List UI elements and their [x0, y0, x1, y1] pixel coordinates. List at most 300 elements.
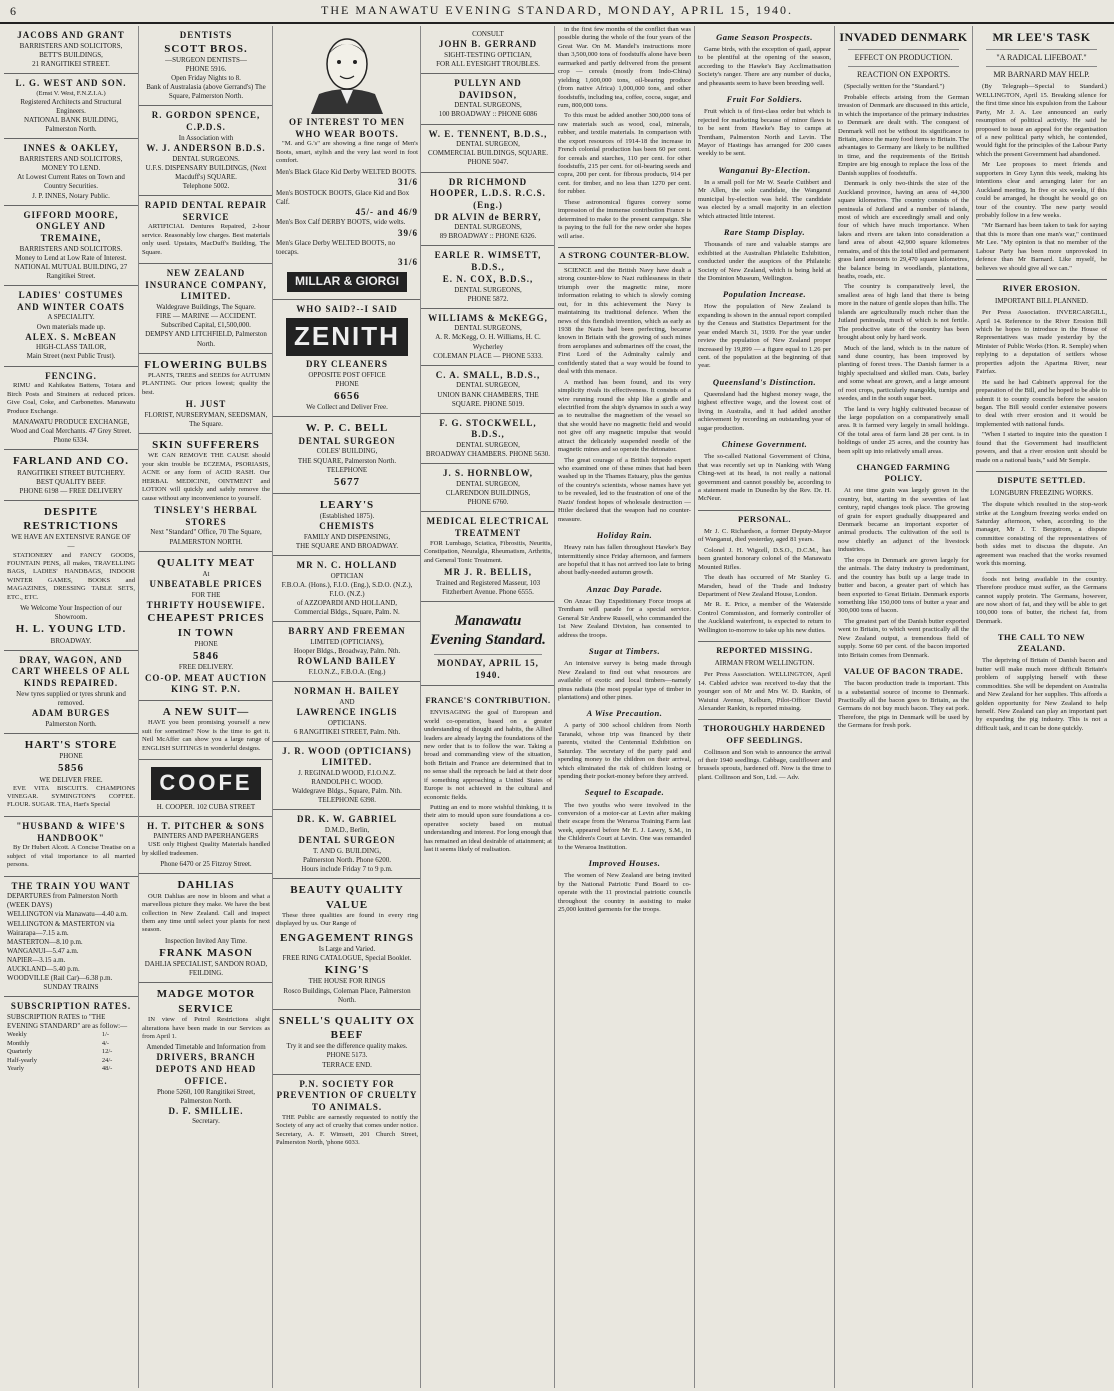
ad-line: WE DELIVER FREE. [39, 775, 103, 784]
ad-line: DENTAL SURGEONS, [454, 324, 522, 333]
ad-line: Trained and Registered Masseur, 103 Fitzherbert Avenue. Phone 6555. [435, 578, 541, 596]
man-portrait-illustration [297, 30, 397, 114]
ad-earle-wimsett [421, 246, 555, 308]
ad-ladies-costumes [4, 286, 138, 366]
ad-title: FENCING. [45, 370, 97, 381]
ad-name: W. P. C. BELL [305, 422, 389, 435]
article-paragraph: Queensland had the highest money wage, the highest effective wage, and the lowest cost of living in Australia, and it had added another achievement by recording an outstanding year of sugar production. [698, 390, 831, 432]
ad-name: C. A. SMALL, B.D.S., [435, 369, 541, 380]
article-paragraph: Collinson and Son wish to announce the arrival of their 1940 seedlings. Cabbage, cauliflower and brussels sprouts, hardened off. Now is the time to plant. Collinson and Son, Ltd. — Adv. [698, 748, 831, 781]
column-3 [272, 26, 421, 1388]
article-heading: THOROUGHLY HARDENED OFF SEEDLINGS. [698, 719, 831, 745]
coofe-logo: COOFE [151, 767, 260, 800]
divider [434, 654, 542, 655]
ad-line: UNBEATABLE PRICES [149, 579, 263, 589]
article-paragraph: Colonel J. H. Wigzell, D.S.O., D.C.M., has been granted honorary colonel of the Manawatu Mounted Rifles. [698, 546, 831, 571]
ad-jr-wood [273, 742, 421, 811]
ad-line: UNION BANK CHAMBERS, THE SQUARE. PHONE 5019. [437, 390, 539, 408]
ad-title: GIFFORD MOORE, ONGLEY AND TREMAINE, [23, 209, 119, 243]
article-paragraph: The death has occurred of Mr Stanley G. Marsden, head of the Trade and Industry Department of New Zealand House, London. [698, 574, 831, 598]
ad-line: A SPECIALITY. [47, 313, 95, 322]
ad-name: W. J. ANDERSON B.D.S. [146, 142, 266, 153]
ad-line: Waldegrave Bldgs., Square, Palm. Nth. [292, 787, 402, 796]
ad-title: SUBSCRIPTION RATES. [10, 1001, 132, 1012]
article-heading: A STRONG COUNTER-BLOW. [558, 247, 691, 264]
news-heading: Game Season Prospects. [716, 32, 813, 42]
ad-line: DAHLIA SPECIALIST, SANDON ROAD, FEILDING. [144, 960, 268, 978]
news-heading: Improved Houses. [588, 858, 661, 869]
article-paragraph: He said he had Cabinet's approval for the preparation of the Bill, and he hoped to be able to submit it to county councils before the session began. The Bill would confer extensive powers to deal with river erosion and it would be implemented with national funds. [976, 378, 1107, 428]
ad-line: Men's Box Calf DERBY BOOTS, wide welts. [276, 218, 406, 227]
ad-name: TINSLEY'S HERBAL STORES [154, 505, 258, 527]
ad-line: J. REGINALD WOOD, F.I.O.N.Z. [298, 769, 396, 778]
millar-giorgi-logo: MILLAR & GIORGI [287, 272, 407, 292]
ad-innes-oakley [4, 139, 138, 205]
divider [986, 572, 1097, 573]
article-heading: REPORTED MISSING. [698, 641, 831, 656]
rate-price: 4/- [101, 1039, 110, 1047]
ad-name: NORMAN H. BAILEY [294, 686, 400, 697]
ad-line: DENTAL SURGEON, [456, 381, 520, 390]
ad-title: WHO SAID?--I SAID [296, 303, 398, 314]
ad-harts-store [4, 734, 138, 817]
ad-line: SUNDAY TRAINS [43, 983, 99, 992]
article-paragraph: The country is comparatively level, the smallest area of high land that there is being more in the nature of gentle slopes than hills. The islands are agriculturally much richer than the Jutland peninsula, much of which is not fertile. The productive state of the country has been brought about only by hard work. [838, 283, 969, 342]
ad-line: (Ernst V. West, F.N.Z.I.A.) [36, 89, 106, 97]
divider [986, 49, 1097, 50]
article-paragraph: Much of the land, which is in the nature of sand dune country, has been improved by planting of forest trees. The Danish farmer is a highly specialised and skilled man. Oats, barley and some wheat are grown, and a large amount of root crops, particularly mangolds, turnips and swedes, and in the south sugar beet. [838, 344, 969, 403]
rate-price: 24/- [101, 1056, 113, 1064]
ad-line: DRIVERS, BRANCH DEPOTS AND HEAD OFFICE. [155, 1052, 257, 1086]
article-paragraph: Fruit which is of first-class order but which is rejected for marketing because of minor flaws is to be sent from Hawke's Bay to camps at Trentham, Palmerston North and Levin. The Mayor of Hastings has arranged for 200 cases weekly to be sent. [698, 108, 831, 158]
ad-title: MEDICAL ELECTRICAL TREATMENT [426, 516, 550, 538]
ad-name: E. N. COX, B.D.S., [442, 273, 534, 284]
train-line: AUCKLAND—5.40 p.m. [7, 965, 80, 974]
ad-line: Subscribed Capital, £1,500,000. [161, 321, 251, 330]
ad-line: Men's BOSTOCK BOOTS, Glace Kid and Box Calf. [276, 188, 410, 206]
ad-name: W. E. TENNENT, B.D.S., [428, 128, 548, 139]
ad-line: BROADWAY. [50, 636, 92, 645]
ad-train-timetable [4, 877, 138, 998]
ad-title: L. G. WEST AND SON. [15, 77, 127, 88]
ad-zenith [273, 300, 421, 418]
issue-date: MONDAY, APRIL 15, 1940. [437, 657, 539, 680]
ad-line: FREE RING CATALOGUE, Special Booklet. [282, 954, 412, 963]
ad-line: PHONE 5173. [326, 1051, 368, 1060]
article-paragraph: The crops in Denmark are grown largely for the animals. The dairy industry is predominant, and the country has built up a large trade in butter and bacon, a greater part of which has been exported to Great Britain. Denmark exports something like 150,000 tons of butter a year and 300,000 tons of bacon. [838, 556, 969, 615]
ad-name: FRANK MASON [159, 946, 253, 959]
ad-line: U.F.S. DISPENSARY BUILDINGS, (Next Macduff's) SQUARE. [145, 163, 267, 181]
article-paragraph: The so-called National Government of China, that was recently set up in Nanking with Wang Ching-wei at its head, is not really a national government and cannot possibly be, according to a statement made in Dunedin by the Rev. Dr. H. McNeur. [698, 453, 831, 503]
article-paragraph: SCIENCE and the British Navy have dealt a strong counter-blow to Nazi ruthlessness in their triumph over the magnetic mine, more information relating to which is slowly coming out, for in this achievement the Navy is maintaining its traditional defence. When the news of this fiendish invention, which as early as 1938 the Nazis had been perfecting, became known in Britain with the growing of such mines from aeroplanes and submarines off the coast, the First Lord of the Admiralty calmly and confidently stated that a way would be found to deal with this menace. [558, 266, 691, 376]
article-heading: PERSONAL. [698, 510, 831, 525]
ad-line: Is Large and Varied. [318, 945, 376, 953]
ad-title: RAPID DENTAL REPAIR SERVICE [144, 199, 268, 222]
ad-line: SUBSCRIPTION RATES to "THE EVENING STANDARD" are as follow:— [7, 1013, 128, 1031]
train-line: MASTERTON—8.10 p.m. [7, 937, 83, 946]
ad-line: Registered Architects and Structural Engineers. [20, 98, 122, 116]
phone-number: 5677 [334, 475, 360, 488]
ad-line: RANDOLPH C. WOOD. [311, 778, 383, 787]
ad-line: BARRISTERS AND SOLICITORS. [19, 244, 123, 253]
ad-body: EVE VITA BISCUITS. CHAMPIONS VINEGAR. SYMINGTON'S COFFEE. FLOUR. SUGAR. TEA, Hart's Special [7, 784, 135, 809]
rate-period: Yearly [7, 1064, 25, 1072]
price: 39/6 [397, 227, 418, 238]
ad-title: DENTISTS [179, 30, 233, 40]
ad-dray-wheels [4, 651, 138, 734]
article-paragraph: Probable effects arising from the German invasion of Denmark are discussed in this article, in which the importance of the primary industries to Denmark are dealt with. The conquest of Denmark will not be without its significance to Britain, since the many food items to Britain. The advantages to Germany are likely to be nullified in time, and the requirements of the British Empire are big enough to replace the loss of the Danish supplies of foodstuffs. [838, 93, 969, 177]
rate-period: Weekly [7, 1031, 27, 1039]
ad-madge-motor [139, 983, 273, 1130]
ad-west [4, 74, 138, 140]
ad-title: MADGE MOTOR SERVICE [156, 988, 256, 1015]
ad-body: These three qualities are found in every ring displayed by us. Our Range of [276, 911, 418, 928]
rate-price: 12/- [101, 1048, 113, 1056]
ad-snells-beef [273, 1010, 421, 1075]
article-subheading: IMPORTANT BILL PLANNED. [995, 297, 1088, 306]
article-paragraph: A party of 300 school children from North Taranaki, whose trip was financed by their parents, visited the Centennial Exhibition on Saturday. The secretary of the party paid and spending money to the children on their arrival, which eliminated the risk of children losing or spending their pocket-money before they arrived. [558, 722, 691, 781]
ad-line: PHONE 6198 — FREE DELIVERY [19, 486, 123, 495]
ad-line: A. R. McKegg, O. H. Williams, H. C. Wycherley [435, 333, 541, 351]
ad-line: Men's Glace Derby WELTED BOOTS, no toecaps. [276, 239, 396, 257]
rates-table [7, 1031, 135, 1073]
ad-line: FREE DELIVERY. [178, 663, 234, 672]
article-paragraph: To this must be added another 300,000 tons of raw materials such as wood, coal, minerals, rubber, and textile materials. In comparison with the export resources of 1914-18 the increase in French colonial production has been 60 per cent. for cereals and starches, 110 per cent. for other foodstuffs, 215 per cent. for oil-bearing seeds and copra, 200 per cent. for fibrous products, 914 per cent. for timber, and no less than 1270 per cent. for rubber. [558, 112, 691, 196]
ad-line: Palmerston North. [45, 125, 97, 134]
ad-line: TERRACE END. [322, 1060, 372, 1069]
train-line: WELLINGTON via Manawatu—4.40 a.m. [7, 910, 128, 919]
ad-line: T. AND G. BUILDING, [313, 846, 381, 855]
ad-body: THE Public are earnestly requested to notify the Society of any act of cruelty that comes under notice. Secretary, A. F. Wimsett, 201 Church Street, Palmerston North, 'phone 6033. [276, 1113, 418, 1147]
ad-line: In Association with [178, 133, 234, 142]
ad-line: Telephone 5002. [182, 181, 230, 190]
editorial-masthead [421, 602, 555, 686]
article-paragraph: The greatest part of the Danish butter exported went to Britain, to which went practically all the New Zealand output, a tremendous field of supply. Some 60 per cent. of the bacon imported into Britain comes from Denmark. [838, 617, 969, 659]
train-line: NAPIER—3.15 a.m. [7, 955, 66, 964]
train-line: WANGANUI—5.47 a.m. [7, 946, 79, 955]
article-subheading: VALUE OF BACON TRADE. [843, 666, 964, 677]
ad-flowering-bulbs [139, 354, 273, 434]
ad-title: LADIES' COSTUMES AND WINTER COATS [17, 290, 125, 312]
ad-line: (Established 1875). [319, 512, 375, 521]
article-paragraph: "Mr Barnard has been taken to task for saying that this is more than one man's war," continued Mr Lee. "My opinion is that no member of the Labour Party has been more unprovoked in defence than Mr Barnard. Like myself, he believes we should give all we can." [976, 222, 1107, 272]
column-7 [834, 26, 972, 1388]
news-heading: Population Increase. [722, 289, 807, 300]
ad-line: COLEMAN PLACE — PHONE 5333. [433, 351, 543, 360]
ad-name: H. T. PITCHER & SONS [147, 820, 265, 831]
ad-hornblow [421, 464, 555, 512]
ad-line: 21 RANGITIKEI STREET. [32, 59, 110, 68]
ad-line: THE SQUARE AND BROADWAY. [295, 542, 399, 551]
article-paragraph: How the population of New Zealand is expanding is shown in the annual report compiled by the Census and Statistics Department for the year ended March 31, 1939. For the year under review the population of New Zealand proper increased by 19,899 — a figure equal to 1.26 per cent. of the population at the beginning of that year. [698, 303, 831, 370]
ad-line: CLARENDON BUILDINGS, [445, 489, 531, 498]
news-heading: Anzac Day Parade. [586, 583, 663, 594]
ad-line: Try it and see the difference quality makes. [286, 1042, 408, 1051]
phone-number: 5846 [193, 650, 219, 663]
ad-line: F.I.O.N.Z., F.B.O.A. (Eng.) [308, 667, 386, 676]
ad-name: PULLYN AND DAVIDSON, [454, 77, 522, 100]
ad-title: P.N. SOCIETY FOR PREVENTION OF CRUELTY TO ANIMALS. [276, 1078, 418, 1113]
ad-line: FIRE — MARINE — ACCIDENT. [155, 312, 256, 321]
article-paragraph: The great courage of a British torpedo expert who examined one of these mines that had been washed up in the Thames Estuary, plus the genius of the country's scientists, whose names have yet to be revealed, led to the frustration of one of the Nazis' fondest hopes of wholesale destruction — Hitler declared that the weapon had no counter-measure. [558, 456, 691, 523]
ad-name: F. G. STOCKWELL, B.D.S., [439, 417, 537, 440]
ad-name: JOHN B. GERRAND [438, 39, 538, 50]
ad-title: A NEW SUIT— [162, 705, 250, 718]
ad-williams-mckegg [421, 309, 555, 366]
article-heading: FRANCE'S CONTRIBUTION. [425, 695, 551, 706]
article-paragraph: (By Telegraph—Special to Standard.) WELLINGTON, April 15. Breaking silence for the first time since his expulsion from the Labour Party, Mr J. A. Lee announced an early resumption of political activity. He said he proposed to issue an appeal for the organisation of a new political party which, he contended, would fight for the principles of the Labour Party which the present Government had abandoned. [976, 83, 1107, 158]
ad-line: BEST QUALITY BEEF. [36, 477, 106, 486]
news-heading: Chinese Government. [721, 439, 808, 450]
ad-line: Main Street (next Public Trust). [26, 352, 116, 361]
ad-title: "HUSBAND & WIFE'S HANDBOOK" [16, 820, 126, 843]
ad-name: MR N. C. HOLLAND [296, 560, 398, 571]
rate-price: 1/- [101, 1031, 110, 1039]
ad-new-suit [139, 701, 273, 760]
column-5 [554, 26, 694, 1388]
article-paragraph: The depriving of Britain of Danish bacon and butter will make much more difficult Britain's problem of supplying herself with these commodities. She will be dependent on Australia and New Zealand for her supplies. This affords a golden opportunity for New Zealand to help herself. New Zealand can play an important part by expanding the pig industry. This is not a difficult task, and it can be done quickly. [976, 657, 1107, 732]
ad-name: D. F. SMILLIE. [168, 1105, 244, 1116]
table-row [7, 1065, 135, 1073]
zenith-logo: ZENITH [286, 318, 408, 356]
ad-line: PHONE [194, 640, 218, 649]
news-heading: Holiday Rain. [596, 530, 653, 541]
ad-name: J. R. WOOD (OPTICIANS) LIMITED. [282, 745, 412, 768]
subscription-rates [4, 997, 138, 1077]
ad-name: ALEX. S. McBEAN [25, 331, 117, 342]
article-paragraph: On Anzac Day Expeditionary Force troops at Trentham will parade for a special service. General Sir Andrew Russell, who commanded the 1st New Zealand Division, has consented to address the troops. [558, 597, 691, 639]
ad-line: FAMILY AND DISPENSING, [303, 533, 391, 542]
news-heading: Wanganui By-Election. [718, 164, 811, 175]
divider [986, 66, 1097, 67]
ad-body: "M. and G.'s" are showing a fine range of Men's Boots, smart, stylish and the very last word in foot comfort. [276, 140, 418, 165]
ad-line: Secretary. [192, 1117, 220, 1126]
table-row [7, 1040, 135, 1048]
ad-body: ARTIFICIAL Dentures Repaired, 2-hour service. Reasonably low charges. Best materials only used. Upstairs, MacDuff's Building, The Square. [142, 223, 270, 256]
ad-despite-restrictions [4, 501, 138, 651]
article-subheading: "A RADICAL LIFEBOAT." [996, 52, 1087, 62]
ad-line: Next "Standard" Office, 70 The Square, PALMERSTON NORTH. [150, 528, 262, 546]
ad-line: NATIONAL BANK BUILDING, [23, 116, 119, 125]
ad-line: DENTAL SURGEON [298, 435, 396, 446]
ad-title: NEW ZEALAND INSURANCE COMPANY, LIMITED. [145, 268, 267, 302]
article-paragraph: The two youths who were involved in the conversion of a motor-car at Levin after making their escape from the Weraroa Training Farm last week, appeared before Mr E. J. Lawry, S.M., in the Children's Court at Levin. One was remanded to the Weraroa Institution. [558, 801, 691, 851]
ad-title: INNES & OAKLEY, [23, 143, 119, 154]
ad-name: J. S. HORNBLOW, [443, 468, 533, 479]
ad-body: WE CAN REMOVE THE CAUSE should your skin trouble be ECZEMA, PSORIASIS, ACNE or any form of ACID RASH. Our HERBAL MEDICINE, OINTMENT and LOTION will quickly and safely remove the cause without any inconvenience to yourself. [142, 452, 270, 502]
article-paragraph: At one time grain was largely grown in the country, but, starting in the seventies of last century, rapid changes took place. The growing of grain for export gradually disappeared and Denmark became an important exporter of animal products. The cultivation of the soil is now chiefly an adjunct of the livestock industries. [838, 487, 969, 554]
ad-line: DEPARTURES from Palmerston North (WEEK DAYS) [7, 892, 118, 910]
ad-pullyn-davidson [421, 74, 555, 125]
news-heading: Sugar at Timbers. [588, 646, 661, 657]
train-line: WELLINGTON & MASTERTON via Wairarapa—7.15 a.m. [7, 919, 115, 937]
ad-line: BETT'S BUILDINGS, [39, 50, 103, 59]
article-subheading: REACTION ON EXPORTS. [856, 69, 951, 79]
ad-gifford-moore [4, 206, 138, 286]
ad-line: CHEAPEST PRICES IN TOWN [147, 612, 265, 639]
ad-line: We Welcome Your Inspection of our Showroom. [20, 604, 122, 622]
ad-line: DEMPSY AND LITCHFIELD, Palmerston North. [145, 330, 267, 348]
ad-title: JACOBS AND GRANT [17, 30, 125, 40]
ad-line: PHONE [59, 752, 83, 761]
ad-skin-sufferers [139, 434, 273, 551]
ad-name: SCOTT BROS. [164, 42, 248, 55]
ad-line: 100 BROADWAY :: PHONE 6086 [438, 110, 538, 119]
news-heading: A Wise Precaution. [586, 708, 663, 719]
article-paragraph: (Specially written for the "Standard.") [844, 83, 945, 91]
ad-line: BARRISTERS AND SOLICITORS, [19, 41, 123, 50]
ad-coofe [139, 760, 273, 817]
ad-line: DENTAL SURGEONS. [172, 154, 240, 163]
ad-body: USE only Highest Quality Materials handled by skilled tradesmen. [142, 841, 270, 857]
ad-fencing [4, 367, 138, 451]
ad-name: DR RICHMOND HOOPER, L.D.S. R.C.S. (Eng.) [430, 176, 546, 210]
ad-spence [139, 106, 273, 196]
article-france [421, 686, 555, 859]
ad-name: LAWRENCE INGLIS [296, 706, 398, 717]
ad-line: Men's Black Glace Kid Derby WELTED BOOTS. [276, 167, 417, 176]
ad-farland [4, 450, 138, 501]
ad-name: CO-OP. MEAT AUCTION KING ST. P.N. [144, 672, 268, 695]
ad-line: OPTICIAN [330, 571, 364, 580]
ad-line: COMMERCIAL BUILDINGS, SQUARE. PHONE 5047. [428, 149, 548, 167]
ad-title: DESPITE RESTRICTIONS [23, 505, 119, 533]
ad-line: 89 BROADWAY :: PHONE 6326. [439, 232, 537, 241]
ad-name: MANAWATU PRODUCE EXCHANGE, [12, 417, 130, 426]
ad-line: Rosco Buildings, Coleman Place, Palmerston North. [283, 986, 411, 1004]
newspaper-page [4, 26, 1110, 1388]
article-heading: RIVER EROSION. [976, 279, 1107, 294]
article-paragraph: Heavy rain has fallen throughout Hawke's Bay intermittently since Friday afternoon, and farmers are hopeful that it has not arrived too late to bring about badly-needed autumn growth. [558, 544, 691, 577]
ad-line: THE HOUSE FOR RINGS [308, 977, 386, 986]
article-headline: MR LEE'S TASK [992, 30, 1091, 44]
ad-line: Hooper Bldgs., Broadway, Palm. Nth. [293, 647, 401, 656]
ad-line: FOR ALL EYESIGHT TROUBLES. [436, 59, 540, 68]
article-subheading: LONGBURN FREEZING WORKS. [989, 489, 1094, 498]
ad-line: Inspection Invited Any Time. [164, 936, 248, 945]
ad-line: FLORIST, NURSERYMAN, SEEDSMAN, [144, 410, 268, 419]
ad-line: PHONE 5916. [185, 65, 227, 74]
ad-name: H. JUST [185, 399, 227, 410]
ad-name: H. L. YOUNG LTD. [15, 623, 127, 636]
notice-spca [273, 1075, 421, 1154]
ad-line: TELEPHONE [326, 465, 368, 474]
article-subheading: CHANGED FARMING POLICY. [856, 462, 951, 484]
rate-period: Quarterly [7, 1048, 32, 1056]
page-header [0, 0, 1114, 24]
ad-body: IN view of Petrol Restrictions slight alterations have been made in our Services as from April 1. [142, 1016, 270, 1040]
ad-line: DENTAL SURGEONS, [454, 223, 522, 232]
ad-title: FARLAND AND CO. [13, 455, 129, 468]
ad-title: SNELL'S QUALITY OX BEEF [278, 1014, 416, 1042]
ad-line: Commercial Bldgs., Square, Palm. N. [294, 608, 400, 617]
ad-line: DENTAL SURGEON, [456, 479, 520, 488]
ad-line: AND [339, 697, 355, 706]
article-paragraph: Per Press Association. INVERCARGILL, April 14. Reference to the River Erosion Bill which he hopes to introduce in the House of Representatives was made yesterday by the Minister of Public Works (Hon. R. Semple) when replying to a deputation of settlers whose properties adjoin the Aparima River, near Fairfax. [976, 309, 1107, 376]
article-paragraph: foods not being available in the country. Therefore produce must suffer, as the Germans cannot supply protein. The Germans, however, are now short of fat, and they will be able to get 100,000 tons of butter, the richest fat, from Denmark. [976, 575, 1107, 625]
ad-line: SIGHT-TESTING OPTICIAN, [444, 50, 532, 59]
ad-line: DENTAL SURGEON [298, 835, 396, 846]
ad-rapid-dental [139, 196, 273, 264]
train-line: WOODVILLE (Rail Car)—6.38 p.m. [7, 974, 113, 983]
ad-line: DENTAL SURGEON, [456, 441, 520, 450]
ad-name: ROWLAND BAILEY [297, 656, 397, 667]
ad-gerrand [421, 26, 555, 74]
article-paragraph: "When I started to inquire into the question I found that the Government had insufficient powers, and that a river erosion unit should be made on a national basis," said Mr Semple. [976, 431, 1107, 464]
article-paragraph: in the first few months of the conflict than was possible during the whole of the four years of the Great War. On M. Mandel's instructions more than 3,500,000 tons of foodstuffs alone have been earmarked and partly delivered from the present crop — cereals (mostly from Indo-China) yielding 1,600,000 tons, oil-bearing produce (from native Africa) 1,000,000 tons, and other foodstuffs, including tea, coffee, cocoa, sugar, and rum, 800,000 tons. [558, 26, 691, 109]
article-paragraph: ENVISAGING the goal of European and world co-operation, based on a greater understanding of thought and habits, the Allied leaders are already laying the foundations of the new order that is to follow the war. Taking a broad and commanding view of the situation, both Britain and France are determined that in no sense shall the reproach be laid at their door if something approaching a United States of Europe is not achieved in the cultural and economic fields. [424, 709, 552, 801]
ad-line: Money to Lend at Low Rate of Interest. [15, 253, 127, 262]
ad-line: Phone 6470 or 25 Fitzroy Street. [160, 860, 252, 869]
ad-line: Phone 5260, 100 Rangitikei Street, Palmerston North. [157, 1087, 255, 1105]
article-subheading: MR BARNARD MAY HELP. [993, 69, 1090, 79]
ad-body: STATIONERY and FANCY GOODS, FOUNTAIN PENS, all makes, TRAVELLING BAGS, LADIES' HANDBAGS, INDOOR WINTER GAMES, BOOKS and MAGAZINES, DRESSING TABLE SETS, ETC., ETC. [7, 551, 135, 601]
ad-line: Open Friday Nights to 8. [171, 74, 241, 83]
article-paragraph: An intensive survey is being made through New Zealand to find out what resources are available of exotic and local timbers—namely pinus radiata (the most popular type of timber in plantations) and other pines. [558, 660, 691, 701]
column-2 [138, 26, 273, 1388]
article-paragraph: Mr Lee proposes to meet friends and supporters in Grey Lynn this week, making his intentions clear and arranging later for an Auckland meeting. In five or six weeks, if this could be arranged, he thought he would go on tour of the country. The new party would probably follow in a few weeks. [976, 161, 1107, 219]
ad-body: By Dr Hubert Alcott. A Concise Treatise on a subject of vital importance to all married persons. [7, 844, 135, 869]
ad-line: D.M.D., Berlin, [324, 826, 370, 835]
ad-line: RANGITIKEI STREET BUTCHERY. [17, 468, 125, 477]
article-headline: INVADED DENMARK [839, 30, 968, 44]
ad-line: PHONE 6760. [467, 498, 509, 507]
newspaper-masthead-line: THE MANAWATU EVENING STANDARD, MONDAY, APRIL 15, 1940. [321, 3, 793, 17]
ad-handbook [4, 817, 138, 877]
ad-name: DR ALVIN de BERRY, [434, 211, 542, 222]
ad-name: WILLIAMS & McKEGG, [428, 312, 548, 323]
ad-title: BEAUTY QUALITY VALUE [290, 884, 404, 911]
ad-name: ADAM BURGES [31, 708, 111, 719]
ad-line: H. COOPER. 102 CUBA STREET [156, 802, 256, 811]
ad-holland [273, 556, 421, 622]
ad-line: DENTAL SURGEONS, [454, 101, 522, 110]
ad-line: J. P. INNES, Notary Public. [32, 191, 110, 200]
ad-line: COLES' BUILDING, [316, 447, 378, 456]
column-8 [972, 26, 1110, 1388]
ad-medical-electrical [421, 512, 555, 602]
ad-line: Waldegrave Buildings, The Square. [156, 303, 256, 312]
ad-line: CHEMISTS [319, 521, 375, 532]
ad-line: At Lowest Current Rates on Town and Country Securities. [17, 173, 125, 191]
ad-tennent [421, 125, 555, 173]
article-subheading: AIRMAN FROM WELLINGTON. [714, 659, 815, 668]
ad-line: LIMITED (OPTICIANS), [310, 638, 384, 647]
price: 31/6 [397, 176, 418, 187]
ad-title: QUALITY MEAT [157, 556, 255, 569]
ad-dahlias [139, 874, 273, 983]
ad-name: LEARY'S [319, 499, 375, 511]
ad-title: THE TRAIN YOU WANT [11, 880, 131, 891]
article-heading: DISPUTE SETTLED. [976, 471, 1107, 486]
ad-learys [273, 494, 421, 556]
rate-period: Monthly [7, 1039, 30, 1047]
ad-line: DRY CLEANERS [305, 359, 389, 370]
ad-title: DAHLIAS [177, 879, 235, 892]
ad-small [421, 366, 555, 414]
ad-kings-rings [273, 879, 421, 1010]
ad-line: PAINTERS AND PAPERHANGERS [153, 832, 259, 841]
ad-line: —SURGEON DENTISTS— [165, 55, 247, 64]
ad-line: The Square. [189, 420, 223, 429]
ad-line: Palmerston North. [45, 719, 97, 728]
article-subheading: THE CALL TO NEW ZEALAND. [997, 632, 1086, 654]
ad-line: NATIONAL MUTUAL BUILDING, 27 Rangitikei Street. [14, 262, 128, 280]
article-paragraph: Putting an end to more wishful thinking, it is their aim to mould upon sure foundations a co-operative society based on mutual understanding and interest. For long enough that has remained an ideal desirable of attainment; at last it seems likely of realisation. [424, 804, 553, 854]
phone-number: 5856 [58, 762, 84, 775]
ad-line: Bank of Australasia (above Gerrand's) The Square, Palmerston North. [146, 83, 266, 101]
column-1 [4, 26, 138, 1388]
